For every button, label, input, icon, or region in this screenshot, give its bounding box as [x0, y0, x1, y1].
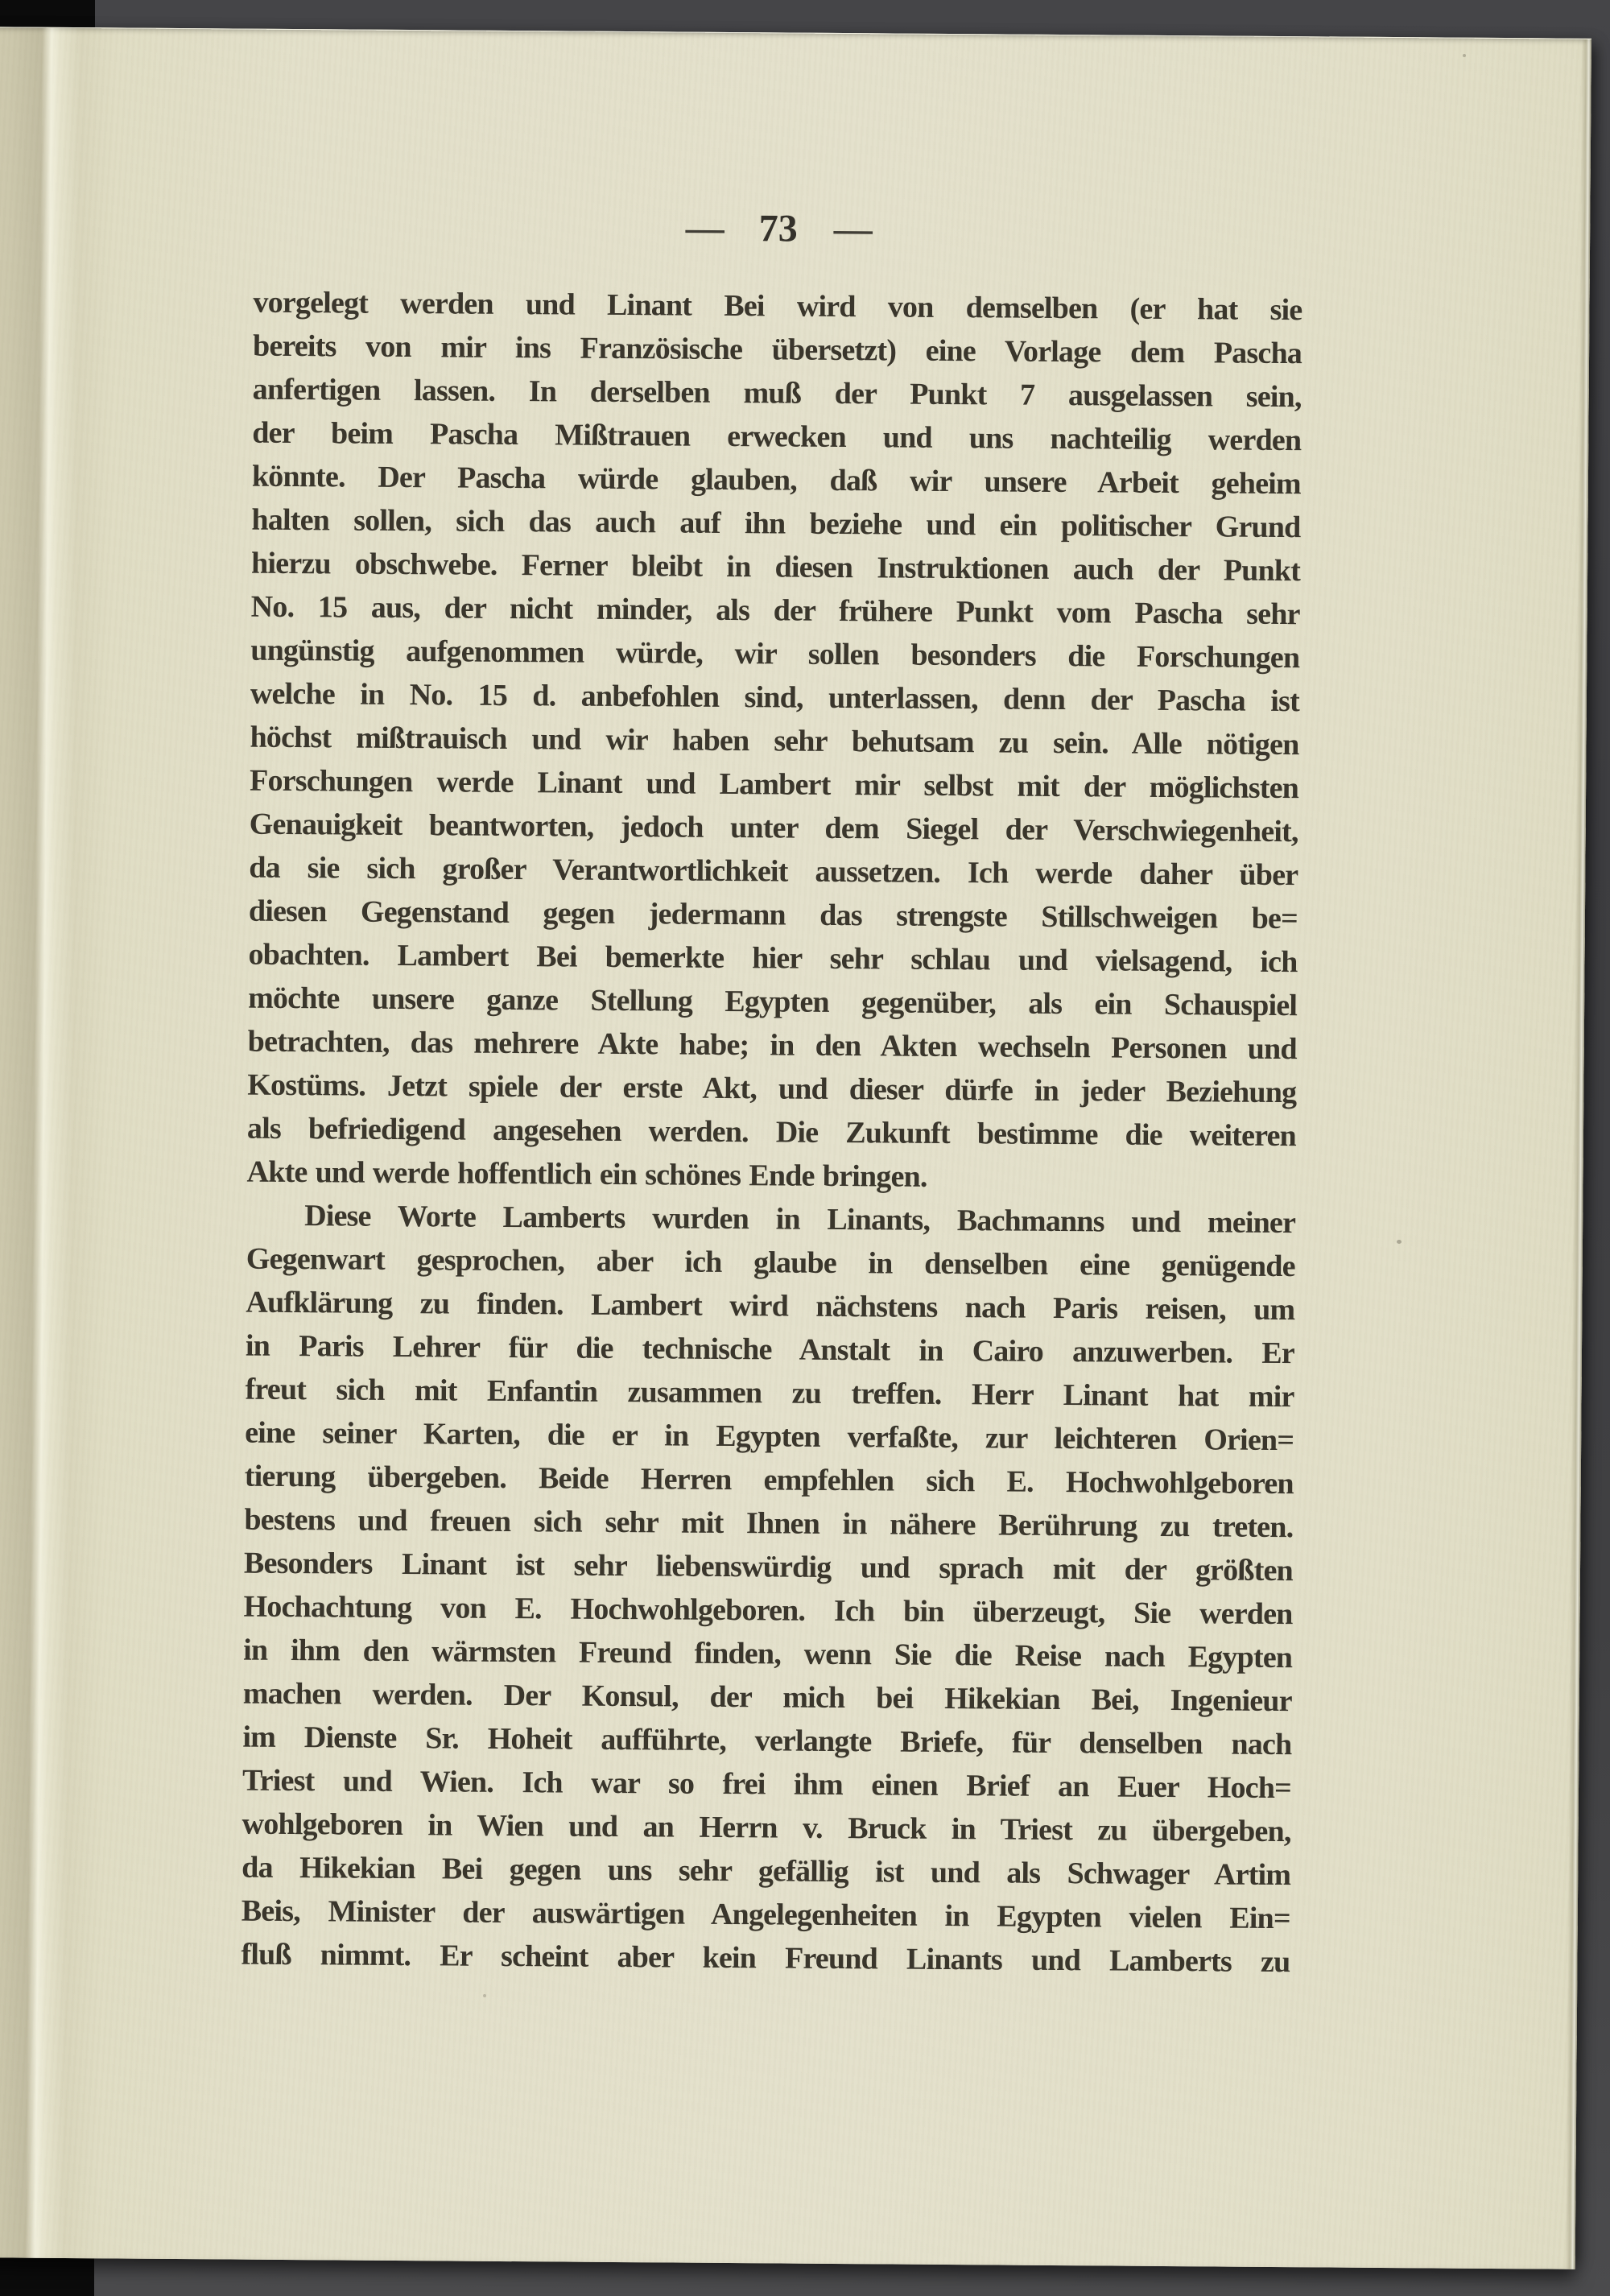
- text-line: bereits von mir ins Französische übersetzt) eine Vorlage dem Pascha: [252, 328, 1302, 371]
- text-line: da Hikekian Bei gegen uns sehr gefällig ist und als Schwager Artim: [242, 1850, 1291, 1893]
- text-line: Hochachtung von E. Hochwohlgeboren. Ich bin überzeugt, Sie werden: [243, 1589, 1293, 1632]
- text-line: eine seiner Karten, die er in Egypten verfaßte, zur leichteren Orien=: [245, 1415, 1294, 1458]
- page-edge-right: [1566, 39, 1591, 2269]
- text-line: da sie sich großer Verantwortlichkeit aussetzen. Ich werde daher über: [249, 850, 1298, 893]
- gutter-crease: [0, 27, 117, 2258]
- text-line: in ihm den wärmsten Freund finden, wenn Sie die Reise nach Egypten: [243, 1633, 1293, 1675]
- header-right-dash: —: [833, 207, 871, 250]
- text-line: möchte unsere ganze Stellung Egypten gegenüber, als ein Schauspiel: [248, 981, 1298, 1023]
- text-line: welche in No. 15 d. anbefohlen sind, unterlassen, denn der Pascha ist: [250, 676, 1300, 719]
- header-left-dash: —: [685, 206, 723, 250]
- text-line: bestens und freuen sich sehr mit Ihnen in nähere Berührung zu treten.: [244, 1502, 1294, 1545]
- text-line: anfertigen lassen. In derselben muß der Punkt 7 ausgelassen sein,: [252, 372, 1302, 415]
- text-line: obachten. Lambert Bei bemerkte hier sehr schlau und vielsagend, ich: [248, 937, 1298, 980]
- text-line: Aufklärung zu finden. Lambert wird nächstens nach Paris reisen, um: [246, 1285, 1295, 1328]
- text-line: halten sollen, sich das auch auf ihn beziehe und ein politischer Grund: [251, 502, 1301, 545]
- book-page: [0, 27, 1591, 2269]
- page-header: [254, 200, 1302, 257]
- text-line: im Dienste Sr. Hoheit aufführte, verlangte Briefe, für denselben nach: [242, 1720, 1292, 1762]
- text-line: betrachten, das mehrere Akte habe; in den Akten wechseln Personen und: [247, 1024, 1297, 1067]
- text-line: vorgelegt werden und Linant Bei wird von demselben (er hat sie: [253, 285, 1302, 328]
- text-line: wohlgeboren in Wien und an Herrn v. Bruck in Triest zu übergeben,: [242, 1807, 1291, 1849]
- text-line: fluß nimmt. Er scheint aber kein Freund Linants und Lamberts zu: [241, 1937, 1290, 1980]
- text-line: Beis, Minister der auswärtigen Angelegenheiten in Egypten vielen Ein=: [241, 1893, 1290, 1936]
- text-line: Diese Worte Lamberts wurden in Linants, Bachmanns und meiner: [304, 1199, 1296, 1241]
- text-line: Triest und Wien. Ich war so frei ihm einen Brief an Euer Hoch=: [242, 1763, 1292, 1806]
- text-line: Forschungen werde Linant und Lambert mir selbst mit der möglichsten: [249, 763, 1299, 806]
- ink-speck: [1397, 1240, 1402, 1244]
- body-text: [241, 281, 1302, 1984]
- text-line: ungünstig aufgenommen würde, wir sollen besonders die Forschungen: [250, 633, 1300, 675]
- text-line: No. 15 aus, der nicht minder, als der frühere Punkt vom Pascha sehr: [250, 589, 1300, 632]
- text-line: Kostüms. Jetzt spiele der erste Akt, und dieser dürfe in jeder Beziehung: [247, 1067, 1297, 1110]
- text-line: hierzu obschwebe. Ferner bleibt in diesen Instruktionen auch der Punkt: [250, 546, 1301, 588]
- text-line: in Paris Lehrer für die technische Anstalt in Cairo anzuwerben. Er: [245, 1328, 1295, 1371]
- text-line: diesen Gegenstand gegen jedermann das strengste Stillschweigen be=: [248, 894, 1298, 936]
- text-line: freut sich mit Enfantin zusammen zu treffen. Herr Linant hat mir: [245, 1372, 1294, 1414]
- backdrop-corner-bottom-left: [0, 2253, 94, 2296]
- text-line: tierung übergeben. Beide Herren empfehlen sich E. Hochwohlgeboren: [244, 1459, 1294, 1501]
- ink-speck: [1463, 54, 1466, 57]
- text-line: Genauigkeit beantworten, jedoch unter dem Siegel der Verschwiegenheit,: [249, 807, 1298, 849]
- backdrop-corner-top-left: [0, 0, 95, 27]
- text-line: Gegenwart gesprochen, aber ich glaube in denselben eine genügende: [246, 1241, 1295, 1284]
- page-number: 73: [758, 206, 798, 250]
- text-line: Besonders Linant ist sehr liebenswürdig und sprach mit der größten: [243, 1546, 1294, 1588]
- text-line: höchst mißtrauisch und wir haben sehr behutsam zu sein. Alle nötigen: [250, 720, 1299, 762]
- ink-speck: [483, 1994, 486, 1997]
- text-line: könnte. Der Pascha würde glauben, daß wir unsere Arbeit geheim: [251, 459, 1302, 502]
- text-line: als befriedigend angesehen werden. Die Zukunft bestimme die weiteren: [246, 1111, 1297, 1154]
- text-line: Akte und werde hoffentlich ein schönes Ende bringen.: [246, 1154, 927, 1194]
- text-line: der beim Pascha Mißtrauen erwecken und uns nachteilig werden: [252, 415, 1302, 458]
- text-line: machen werden. Der Konsul, der mich bei Hikekian Bei, Ingenieur: [242, 1676, 1292, 1719]
